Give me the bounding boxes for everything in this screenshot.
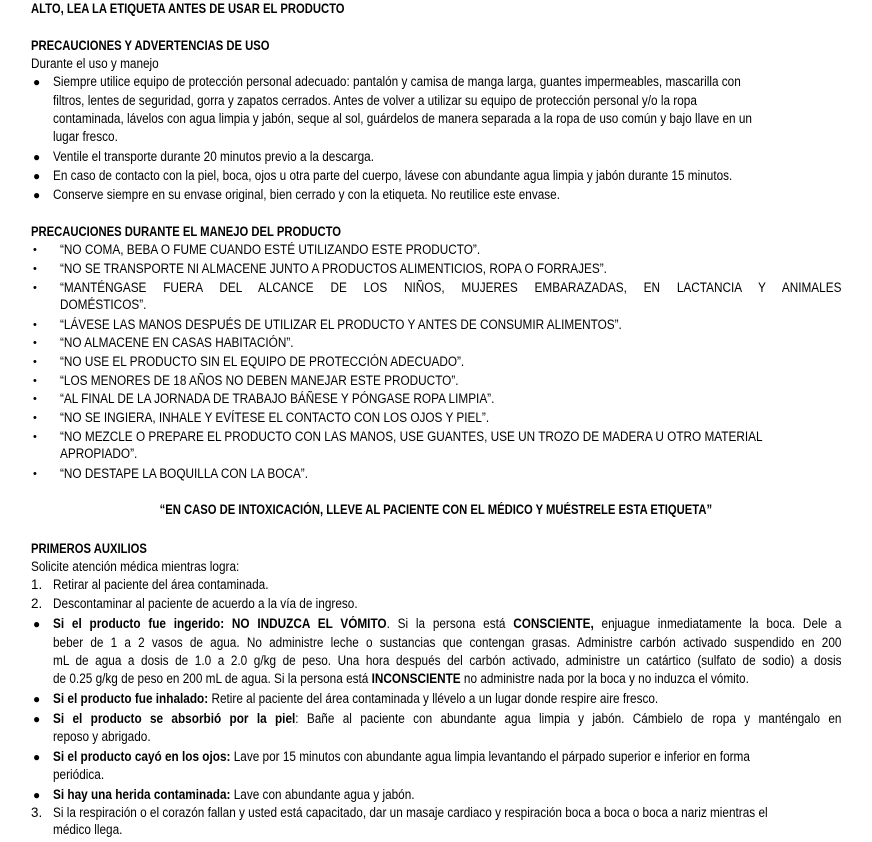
list-item-line: “NO USE EL PRODUCTO SIN EL EQUIPO DE PROTECCIÓN ADECUADO”. <box>60 354 465 369</box>
list-item-line: “LÁVESE LAS MANOS DESPUÉS DE UTILIZAR EL PRODUCTO Y ANTES DE CONSUMIR ALIMENTOS”. <box>60 317 622 332</box>
consciente-label: CONSCIENTE, <box>513 616 594 631</box>
list-item-line: contaminada, lávelos con agua limpia y jabón, seque al sol, guárdelos de manera separada a la ropa de uso común y bajo llave en un <box>53 111 752 126</box>
section-heading-precauciones-uso: PRECAUCIONES Y ADVERTENCIAS DE USO <box>31 38 270 53</box>
ingerido-line-3: mL de agua a dosis de 1.0 a 2.0 g/kg de peso. Una hora después del carbón activado, administre un catártico (sulfato de sodio) a dosis <box>53 653 842 668</box>
text-run: Lave con abundante agua y jabón. <box>230 787 415 802</box>
section-subheading: Durante el uso y manejo <box>31 56 159 71</box>
ingerido-line-1 <box>53 615 841 633</box>
bullet-icon: • <box>33 468 37 480</box>
document-title: ALTO, LEA LA ETIQUETA ANTES DE USAR EL PRODUCTO <box>31 1 345 16</box>
piel-line-1 <box>53 710 841 728</box>
bullet-icon: ● <box>33 75 41 89</box>
bullet-icon: • <box>33 412 37 424</box>
bullet-icon: ● <box>33 750 41 764</box>
list-item-line: DOMÉSTICOS”. <box>60 297 147 312</box>
ojos-label: Si el producto cayó en los ojos: <box>53 749 231 764</box>
bullet-icon: • <box>33 431 37 443</box>
step-number: 1. <box>31 577 43 592</box>
inhalado-line <box>53 690 658 708</box>
text-run: de 0.25 g/kg de peso en 200 mL de agua. Si la persona está <box>53 671 372 686</box>
ojos-line-1 <box>53 748 750 766</box>
text-run: no administre nada por la boca y no induzca el vómito. <box>460 671 749 686</box>
bullet-icon: • <box>33 319 37 331</box>
herida-line <box>53 786 415 804</box>
ingerido-line-2: beber de 1 a 2 vasos de agua. No administre leche o sustancias que contengan grasas. Administre carbón activado suspendido en 200 <box>53 635 842 650</box>
bullet-icon: ● <box>33 150 41 164</box>
bullet-icon: • <box>33 356 37 368</box>
ingerido-line-4 <box>53 670 749 688</box>
step-2: Descontaminar al paciente de acuerdo a la vía de ingreso. <box>53 596 358 611</box>
list-item-line: Siempre utilice equipo de protección personal adecuado: pantalón y camisa de manga larga, guantes impermeables, mascarilla con <box>53 74 741 89</box>
list-item-line: “NO MEZCLE O PREPARE EL PRODUCTO CON LAS MANOS, USE GUANTES, USE UN TROZO DE MADERA U OTRO MATERIAL <box>60 429 763 444</box>
text-run: Retire al paciente del área contaminada y llévelo a un lugar donde respire aire fresco. <box>208 691 659 706</box>
piel-line-2: reposo y abrigado. <box>53 729 151 744</box>
list-item-line: Ventile el transporte durante 20 minutos previo a la descarga. <box>53 149 374 164</box>
piel-label: Si el producto se absorbió por la piel <box>53 711 296 726</box>
list-item-line: “NO DESTAPE LA BOQUILLA CON LA BOCA”. <box>60 466 308 481</box>
bullet-icon: ● <box>33 617 41 631</box>
text-run: enjuague inmediatamente la boca. Dele a <box>593 616 842 631</box>
inconsciente-label: INCONSCIENTE <box>371 671 461 686</box>
list-item-line: “AL FINAL DE LA JORNADA DE TRABAJO BÁÑESE Y PÓNGASE ROPA LIMPIA”. <box>60 391 495 406</box>
section-heading-precauciones-manejo: PRECAUCIONES DURANTE EL MANEJO DEL PRODUCTO <box>31 224 341 239</box>
step-3-line-2: médico llega. <box>53 822 123 837</box>
intoxication-notice <box>0 501 872 519</box>
herida-label: Si hay una herida contaminada: <box>53 787 231 802</box>
bullet-icon: ● <box>33 788 41 802</box>
list-item-line: En caso de contacto con la piel, boca, ojos u otra parte del cuerpo, lávese con abundante agua limpia y jabón durante 15 minutos. <box>53 168 733 183</box>
list-item-line: “NO SE INGIERA, INHALE Y EVÍTESE EL CONTACTO CON LOS OJOS Y PIEL”. <box>60 410 490 425</box>
bullet-icon: ● <box>33 188 41 202</box>
bullet-icon: • <box>33 282 37 294</box>
list-item-line: Conserve siempre en su envase original, bien cerrado y con la etiqueta. No reutilice este envase. <box>53 187 560 202</box>
list-item-line: “LOS MENORES DE 18 AÑOS NO DEBEN MANEJAR ESTE PRODUCTO”. <box>60 373 459 388</box>
bullet-icon: • <box>33 337 37 349</box>
intoxication-notice-text: “EN CASO DE INTOXICACIÓN, LLEVE AL PACIENTE CON EL MÉDICO Y MUÉSTRELE ESTA ETIQUETA” <box>159 502 713 517</box>
list-item-line: APROPIADO”. <box>60 446 138 461</box>
step-number: 2. <box>31 596 43 611</box>
list-item-line: filtros, lentes de seguridad, gorra y zapatos cerrados. Antes de volver a utilizar su equipo de protección personal y/o la ropa <box>53 93 697 108</box>
list-item-line: “MANTÉNGASE FUERA DEL ALCANCE DE LOS NIÑOS, MUJERES EMBARAZADAS, EN LACTANCIA Y ANIMALES <box>60 280 842 295</box>
bullet-icon: • <box>33 244 37 256</box>
primeros-auxilios-intro: Solicite atención médica mientras logra: <box>31 559 240 574</box>
step-1: Retirar al paciente del área contaminada. <box>53 577 269 592</box>
inhalado-label: Si el producto fue inhalado: <box>53 691 209 706</box>
list-item-line: “NO ALMACENE EN CASAS HABITACIÓN”. <box>60 335 294 350</box>
text-run: : Bañe al paciente con abundante agua limpia y jabón. Cámbielo de ropa y manténgalo en <box>295 711 842 726</box>
list-item-line: “NO SE TRANSPORTE NI ALMACENE JUNTO A PRODUCTOS ALIMENTICIOS, ROPA O FORRAJES”. <box>60 261 607 276</box>
step-3-line-1: Si la respiración o el corazón fallan y usted está capacitado, dar un masaje cardiaco y respiración boca a boca o boca a nariz mientras el <box>53 805 768 820</box>
bullet-icon: • <box>33 263 37 275</box>
bullet-icon: • <box>33 375 37 387</box>
ojos-line-2: periódica. <box>53 767 105 782</box>
section-heading-primeros-auxilios: PRIMEROS AUXILIOS <box>31 541 147 556</box>
text-run: Lave por 15 minutos con abundante agua limpia levantando el párpado superior e inferior en forma <box>230 749 750 764</box>
text-run: . Si la persona está <box>386 616 514 631</box>
ingerido-label: Si el producto fue ingerido: NO INDUZCA EL VÓMITO <box>53 616 387 631</box>
bullet-icon: ● <box>33 712 41 726</box>
list-item-line: “NO COMA, BEBA O FUME CUANDO ESTÉ UTILIZANDO ESTE PRODUCTO”. <box>60 242 481 257</box>
bullet-icon: ● <box>33 169 41 183</box>
list-item-line: lugar fresco. <box>53 129 118 144</box>
bullet-icon: • <box>33 393 37 405</box>
step-number: 3. <box>31 805 43 820</box>
bullet-icon: ● <box>33 692 41 706</box>
